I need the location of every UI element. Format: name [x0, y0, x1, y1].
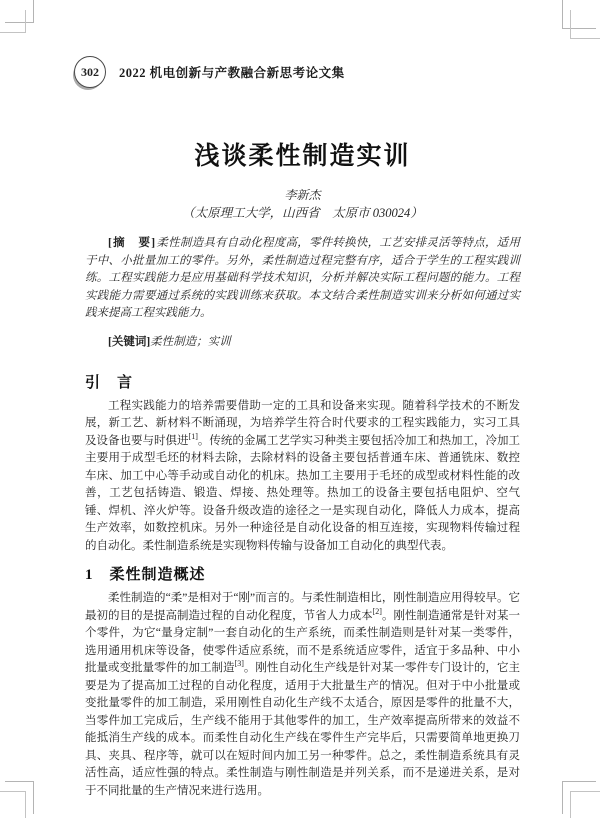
- keywords-line: [85, 334, 520, 352]
- crop-mark-top-left-shadow: [0, 10, 26, 33]
- crop-mark-top-right-shadow: [570, 10, 600, 39]
- reference-marker: [2]: [372, 606, 382, 616]
- article-title: 浅谈柔性制造实训: [194, 143, 411, 170]
- introduction-paragraph: 工程实践能力的培养需要借助一定的工具和设备来实现。随着科学技术的不断发展，新工艺、新材料不断涌现，为培养学生符合时代要求的工程实践能力，实习工具及设备也要与时俱进[1]。传统的金属工艺学实习种类主要包括冷加工和热加工，冷加工主要用于成型毛坯的材料去除，去除材料的设备主要包括普通车床、普通铣床、数控车床、加工中心等手动或自动化的机床。热加工主要用于毛坯的成型或材料性能的改善，工艺包括铸造、锻造、焊接、热处理等。热加工的设备主要包括电阻炉、空气锤、焊机、淬火炉等。设备升级改造的途径之一是实现自动化，降低人力成本，提高生产效率，如数控机床。另外一种途径是自动化设备的相互连接，实现物料传输过程的自动化。柔性制造系统是实现物料传输与设备加工自动化的典型代表。: [85, 399, 521, 552]
- author-name: 李新杰: [284, 188, 321, 202]
- running-header: [74, 56, 345, 88]
- section-1-paragraph: 柔性制造的“柔”是相对于“刚”而言的。与柔性制造相比，刚性制造应用得较早。它最初的目的是提高制造过程的自动化程度，节省人力成本[2]。刚性制造通常是针对某一个零件，为它“量身定制”一套自动化的生产系统，而柔性制造则是针对某一类零件，选用通用机床等设备，使零件适应系统，而不是系统适应零件，适宜于多品种、中小批量或变批量零件的加工制造[3]。刚性自动化生产线是针对某一零件专门设计的，它主要是为了提高加工过程的自动化程度，适用于大批量生产的情况。但对于中小批量或变批量零件的加工制造，采用刚性自动化生产线不太适合，原因是零件的批量不大，当零件加工完成后，生产线不能用于其他零件的加工，生产效率提高所带来的效益不能抵消生产线的成本。而柔性自动化生产线在零件生产完毕后，只需要简单地更换刀具、夹具、程序等，就可以在短时间内加工另一种零件。总之，柔性制造系统具有灵活性高，适应性强的特点。柔性制造与刚性制造是并列关系，而不是递进关系，是对于不同批量的生产情况来进行选用。: [85, 592, 521, 797]
- article-column: [85, 130, 520, 800]
- crop-mark-bottom-left-shadow: [0, 791, 26, 818]
- page-number-badge: [74, 56, 106, 88]
- keywords-label: [关键词]: [108, 336, 151, 348]
- section-heading-introduction: 引 言: [85, 374, 134, 391]
- page-number: 302: [81, 64, 99, 79]
- abstract-text: 柔性制造具有自动化程度高，零件转换快，工艺安排灵活等特点，适用于中、小批量加工的零件。另外，柔性制造过程完整有序，适合于学生的工程实践训练。工程实践能力是应用基础科学技术知识，分析并解决实际工程问题的能力。工程实践能力需要通过系统的实践训练来获取。本文结合柔性制造实训来分析如何通过实践来提高工程实践能力。: [85, 237, 520, 319]
- reference-marker: [3]: [234, 659, 244, 669]
- keywords-text: 柔性制造；实训: [150, 336, 231, 348]
- section-heading-1: 1 柔性制造概述: [85, 567, 206, 583]
- book-title: 2022 机电创新与产教融合新思考论文集: [119, 66, 345, 80]
- crop-mark-bottom-right-shadow: [570, 791, 600, 818]
- author-affiliation: （太原理工大学，山西省 太原市 030024）: [182, 206, 423, 220]
- reference-marker: [1]: [188, 431, 198, 441]
- abstract-paragraph: [85, 235, 520, 323]
- abstract-label: [摘 要]: [108, 237, 157, 249]
